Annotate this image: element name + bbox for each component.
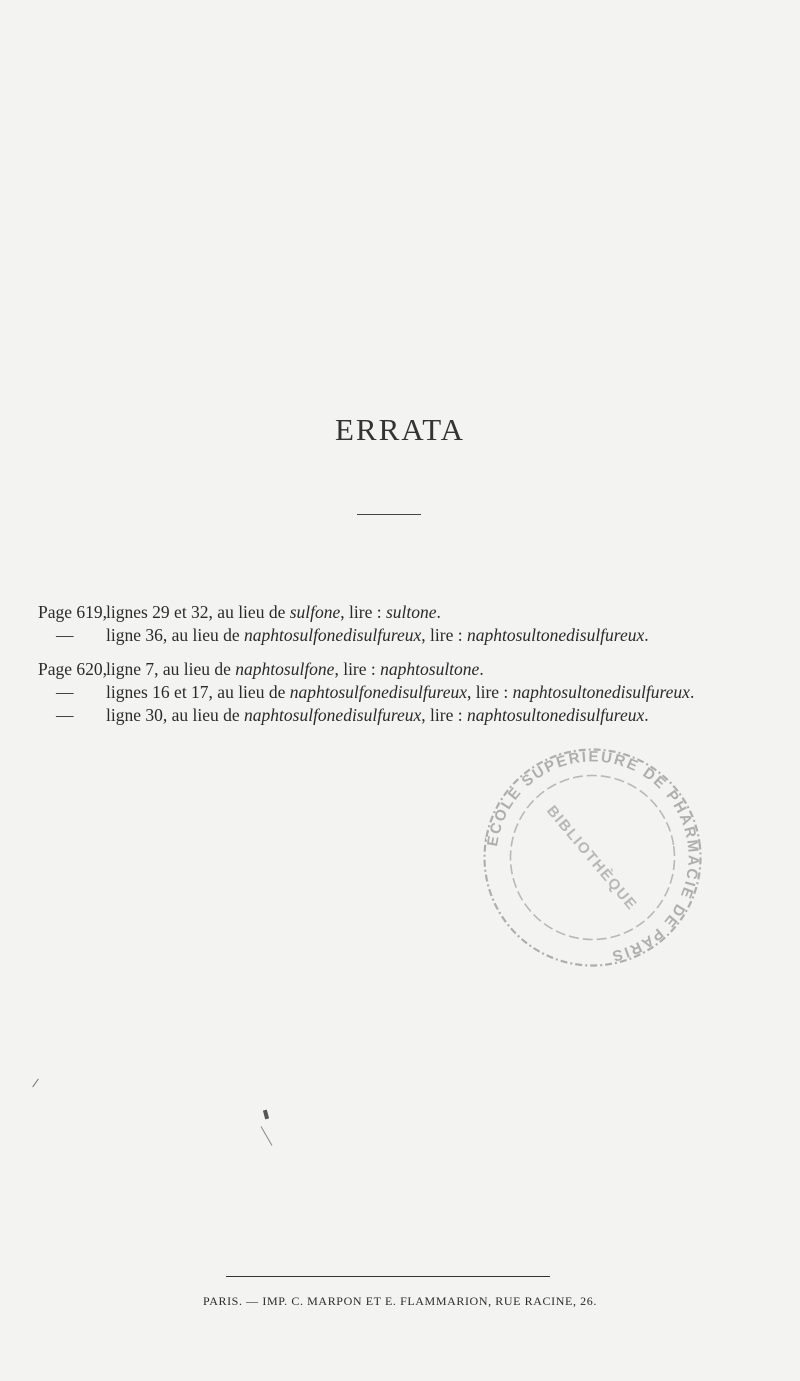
imprint-footer: PARIS. — IMP. C. MARPON ET E. FLAMMARION, RUE RACINE, 26. [203, 1294, 597, 1308]
errata-entry [38, 624, 798, 647]
entry-text: ligne 7, au lieu de naphtosulfone, lire : naphtosultone. [106, 659, 484, 679]
ink-speck [261, 1126, 273, 1146]
wrong-term: naphtosulfonedisulfureux [244, 705, 422, 725]
entry-text: ligne 30, au lieu de naphtosulfonedisulfureux, lire : naphtosultonedisulfureux. [106, 705, 649, 725]
ink-speck [32, 1079, 39, 1088]
correct-term: naphtosultonedisulfureux [512, 682, 690, 702]
correct-term: naphtosultonedisulfureux [466, 705, 645, 725]
correct-term: sultone [385, 602, 437, 622]
entry-lead: Page 620, [38, 659, 108, 679]
errata-entry [38, 704, 798, 727]
entry-lead: — [56, 705, 74, 725]
library-stamp [480, 745, 705, 970]
correct-term: naphtosultone [380, 659, 480, 679]
entry-lead: — [56, 625, 74, 645]
entry-lead: Page 619, [38, 602, 108, 622]
svg-text:BIBLIOTHÈQUE: BIBLIOTHÈQUE [543, 802, 641, 914]
footer-rule [226, 1276, 550, 1277]
entry-text: lignes 29 et 32, au lieu de sulfone, lire : sultone. [106, 602, 441, 622]
wrong-term: naphtosulfone [235, 659, 335, 679]
wrong-term: naphtosulfonedisulfureux [244, 625, 422, 645]
correct-term: naphtosultonedisulfureux [466, 625, 645, 645]
ink-speck [263, 1110, 269, 1120]
page-title: ERRATA [334, 412, 466, 447]
errata-entry [38, 601, 798, 624]
title-rule [357, 514, 421, 515]
errata-list [38, 601, 798, 727]
entry-text: ligne 36, au lieu de naphtosulfonedisulfureux, lire : naphtosultonedisulfureux. [106, 625, 649, 645]
entry-text: lignes 16 et 17, au lieu de naphtosulfonedisulfureux, lire : naphtosultonedisulfureux. [106, 682, 695, 702]
entry-lead: — [56, 682, 74, 702]
errata-entry [38, 681, 798, 704]
wrong-term: naphtosulfonedisulfureux [289, 682, 467, 702]
errata-entry [38, 658, 798, 681]
wrong-term: sulfone [289, 602, 341, 622]
svg-text:ÉCOLE SUPÉRIEURE DE PHARMACIE: ÉCOLE SUPÉRIEURE DE PHARMACIE DE PARIS [484, 748, 702, 965]
